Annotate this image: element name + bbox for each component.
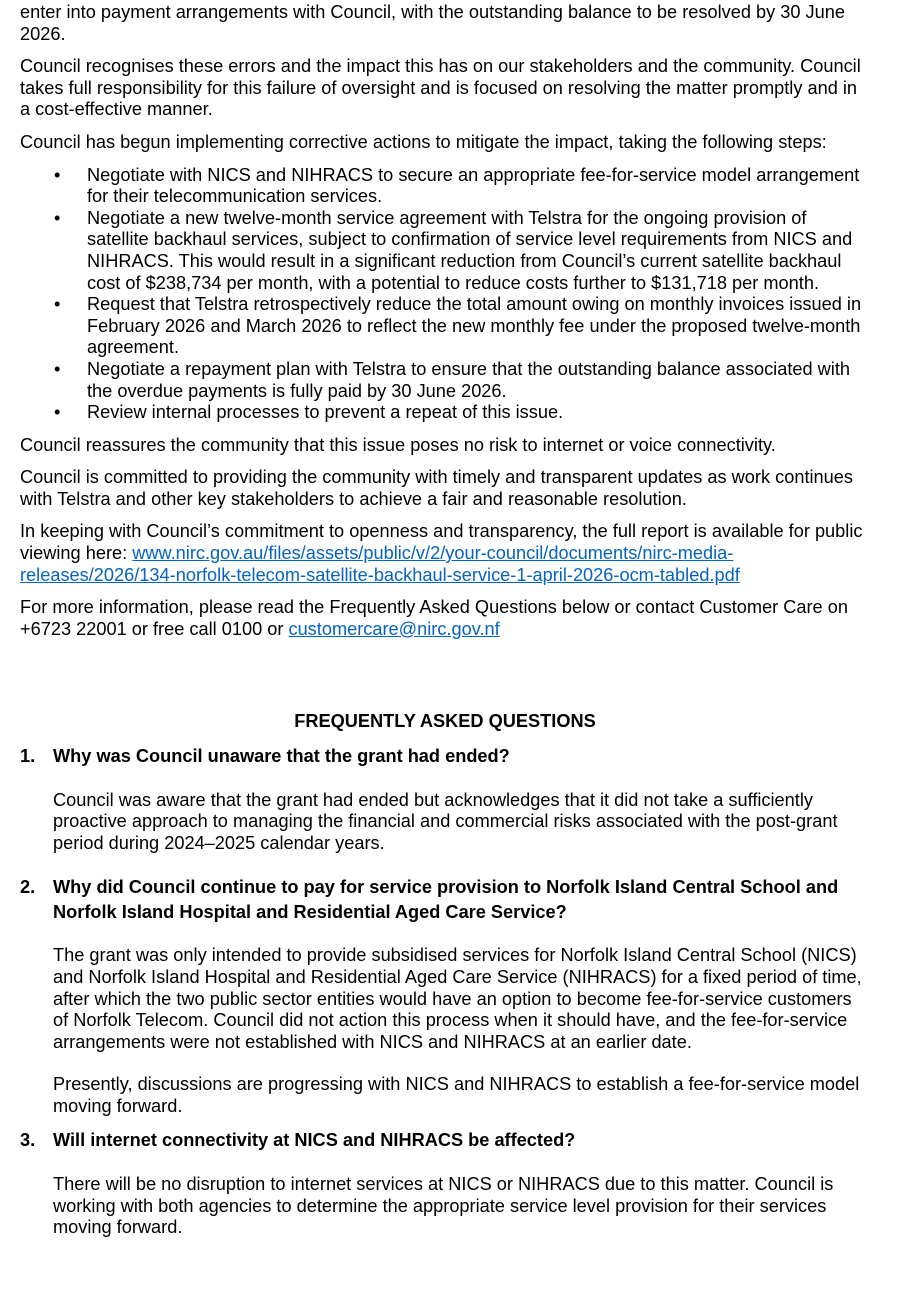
corrective-steps-list	[20, 165, 870, 424]
list-item	[20, 208, 870, 294]
faq-number: 1.	[20, 746, 36, 767]
bullet-icon: •	[54, 358, 61, 379]
step-text: Request that Telstra retrospectively reduce the total amount owing on monthly invoices issued in February 2026 and March 2026 to reflect the new monthly fee under the proposed twelve-month agreement.	[87, 294, 862, 358]
commitment-paragraph: Council is committed to providing the community with timely and transparent updates as work continues with Telstra and other key stakeholders to achieve a fair and reasonable resolution.	[20, 467, 853, 509]
section-spacer	[20, 651, 870, 711]
faq-question	[20, 1128, 870, 1153]
bullet-icon: •	[54, 164, 61, 185]
intro-paragraph-payment: enter into payment arrangements with Council, with the outstanding balance to be resolved by 30 June 2026.	[20, 2, 846, 44]
reassurance-paragraph: Council reassures the community that this issue poses no risk to internet or voice connectivity.	[20, 434, 776, 455]
intro-paragraph-corrective-actions: Council has begun implementing corrective actions to mitigate the impact, taking the following steps:	[20, 131, 827, 152]
faq-question-text: Will internet connectivity at NICS and NIHRACS be affected?	[53, 1130, 576, 1151]
list-item	[20, 402, 870, 424]
faq-number: 3.	[20, 1130, 36, 1151]
bullet-icon: •	[54, 207, 61, 228]
bullet-icon: •	[54, 294, 61, 315]
intro-paragraph-recognition: Council recognises these errors and the impact this has on our stakeholders and the community. Council takes full responsibility for this failure of oversight and is focused on resolving the matter promptly and in a cost-effective manner.	[20, 56, 861, 120]
faq-item-2	[20, 875, 870, 1117]
faq-item-1	[20, 744, 870, 854]
faq-question	[20, 875, 870, 924]
step-text: Negotiate a new twelve-month service agreement with Telstra for the ongoing provision of satellite backhaul services, subject to confirmation of service level requirements from NICS and NIHRACS. This would result in a significant reduction from Council’s current satellite backhaul cost of $238,734 per month, with a potential to reduce costs further to $131,718 per month.	[87, 207, 853, 293]
faq-question	[20, 744, 870, 769]
faq-answer: The grant was only intended to provide subsidised services for Norfolk Island Central School (NICS) and Norfolk Island Hospital and Residential Aged Care Service (NIHRACS) for a fixed period of time, after which the two public sector entities would have an option to become fee-for-service customers of Norfolk Telecom. Council did not action this process when it should have, and the fee-for-service arrangements were not established with NICS and NIHRACS at an earlier date.	[53, 945, 862, 1052]
step-text: Negotiate with NICS and NIHRACS to secure an appropriate fee-for-service model arrangement for their telecommunication services.	[87, 164, 860, 207]
list-item	[20, 359, 870, 402]
full-report-link[interactable]: www.nirc.gov.au/files/assets/public/v/2/your-council/documents/nirc-media-releases/2026/134-norfolk-telecom-satellite-backhaul-service-1-april-2026-ocm-tabled.pdf	[20, 543, 740, 585]
bullet-icon: •	[54, 402, 61, 423]
contact-paragraph	[20, 597, 870, 640]
faq-answer: Council was aware that the grant had ended but acknowledges that it did not take a sufficiently proactive approach to managing the financial and commercial risks associated with the post-grant period during 2024–2025 calendar years.	[53, 789, 838, 853]
faq-question-text: Why was Council unaware that the grant had ended?	[53, 746, 510, 767]
contact-intro: For more information, please read the Frequently Asked Questions below or contact Customer Care on +6723 22001 or free call 0100 or	[20, 597, 848, 639]
list-item	[20, 165, 870, 208]
faq-heading: FREQUENTLY ASKED QUESTIONS	[294, 711, 596, 732]
faq-answer: Presently, discussions are progressing with NICS and NIHRACS to establish a fee-for-service model moving forward.	[53, 1074, 860, 1116]
full-report-paragraph	[20, 521, 870, 586]
step-text: Negotiate a repayment plan with Telstra to ensure that the outstanding balance associated with the overdue payments is fully paid by 30 June 2026.	[87, 358, 851, 401]
faq-item-3	[20, 1128, 870, 1238]
full-report-intro: In keeping with Council’s commitment to openness and transparency, the full report is available for public viewing here:	[20, 521, 863, 564]
faq-answer: There will be no disruption to internet services at NICS or NIHRACS due to this matter. Council is working with both agencies to determine the appropriate service level provision for their services moving forward.	[53, 1173, 834, 1238]
document-page	[20, 2, 870, 1250]
step-text: Review internal processes to prevent a repeat of this issue.	[87, 402, 564, 423]
faq-number: 2.	[20, 877, 36, 898]
faq-question-text: Why did Council continue to pay for service provision to Norfolk Island Central School and Norfolk Island Hospital and Residential Aged Care Service?	[53, 877, 839, 922]
list-item	[20, 294, 870, 359]
customer-care-email-link[interactable]: customercare@nirc.gov.nf	[288, 618, 500, 639]
